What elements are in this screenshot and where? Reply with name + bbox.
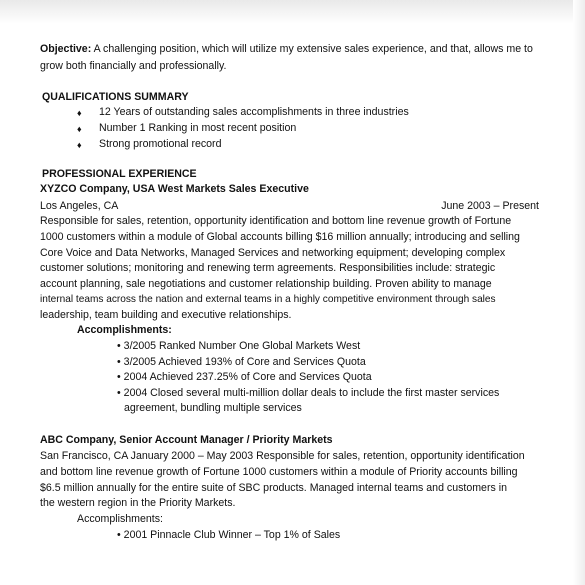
objective-text-1: A challenging position, which will utilize my extensive sales experience, and that, allows me to [91, 43, 533, 55]
diamond-bullet-icon: ♦ [77, 108, 82, 118]
job1-desc-line: customer solutions; monitoring and renewing term agreements. Responsibilities include: strategic [40, 262, 496, 274]
accomplishment-continuation: agreement, bundling multiple services [124, 402, 302, 414]
viewer-top-shadow [0, 0, 585, 24]
objective-label: Objective: [40, 43, 92, 55]
bullet-icon: • [117, 529, 121, 541]
qualification-item: 12 Years of outstanding sales accomplishments in three industries [99, 106, 409, 118]
job1-location: Los Angeles, CA [40, 200, 119, 212]
viewer-right-shadow [573, 0, 585, 585]
accomplishment-item: • 2004 Achieved 237.25% of Core and Services Quota [117, 371, 372, 383]
bullet-icon: • [117, 371, 121, 383]
accomplishment-item: • 3/2005 Achieved 193% of Core and Services Quota [117, 356, 366, 368]
job2-desc-line: $6.5 million annually for the entire suite of SBC products. Managed internal teams and customers in [40, 482, 507, 494]
job2-desc-line: and bottom line revenue growth of Fortune 1000 customers within a module of Priority accounts billing [40, 466, 518, 478]
bullet-icon: • [117, 356, 121, 368]
bullet-icon: • [117, 387, 121, 399]
accomplishment-item: • 3/2005 Ranked Number One Global Markets West [117, 340, 361, 352]
experience-heading: PROFESSIONAL EXPERIENCE [42, 168, 197, 180]
qualifications-heading: QUALIFICATIONS SUMMARY [42, 91, 189, 103]
job1-desc-line: leadership, team building and executive relationships. [40, 309, 292, 321]
qualification-item: Number 1 Ranking in most recent position [99, 122, 297, 134]
job2-title: ABC Company, Senior Account Manager / Priority Markets [40, 434, 333, 446]
accomplishment-item: • 2001 Pinnacle Club Winner – Top 1% of Sales [117, 529, 341, 541]
diamond-bullet-icon: ♦ [77, 124, 82, 134]
job2-accomplishments-label: Accomplishments: [77, 513, 163, 525]
job2-desc-line: the western region in the Priority Markets. [40, 497, 236, 509]
job1-desc-line: 1000 customers within a module of Global accounts billing $16 million annually; introducing and selling [40, 231, 520, 243]
objective-line-1 [40, 43, 533, 56]
diamond-bullet-icon: ♦ [77, 140, 82, 150]
qualification-item: Strong promotional record [99, 138, 222, 150]
job1-desc-line: internal teams across the nation and external teams in a highly competitive environment through sales [40, 294, 496, 305]
job1-desc-line: Core Voice and Data Networks, Managed Services and networking equipment; developing complex [40, 247, 506, 259]
bullet-icon: • [117, 340, 121, 352]
job1-title: XYZCO Company, USA West Markets Sales Executive [40, 183, 309, 195]
accomplishment-item: • 2004 Closed several multi-million dollar deals to include the first master services [117, 387, 500, 399]
job1-desc-line: Responsible for sales, retention, opportunity identification and bottom line revenue growth of Fortune [40, 215, 512, 227]
job1-accomplishments-label: Accomplishments: [77, 324, 172, 336]
job1-dates: June 2003 – Present [441, 200, 539, 212]
job2-desc-line: San Francisco, CA January 2000 – May 2003 Responsible for sales, retention, opportunity identification [40, 450, 525, 462]
job1-desc-line: account planning, sale negotiations and customer relationship building. Proven ability to manage [40, 278, 492, 290]
objective-line-2: grow both financially and professionally. [40, 60, 227, 72]
